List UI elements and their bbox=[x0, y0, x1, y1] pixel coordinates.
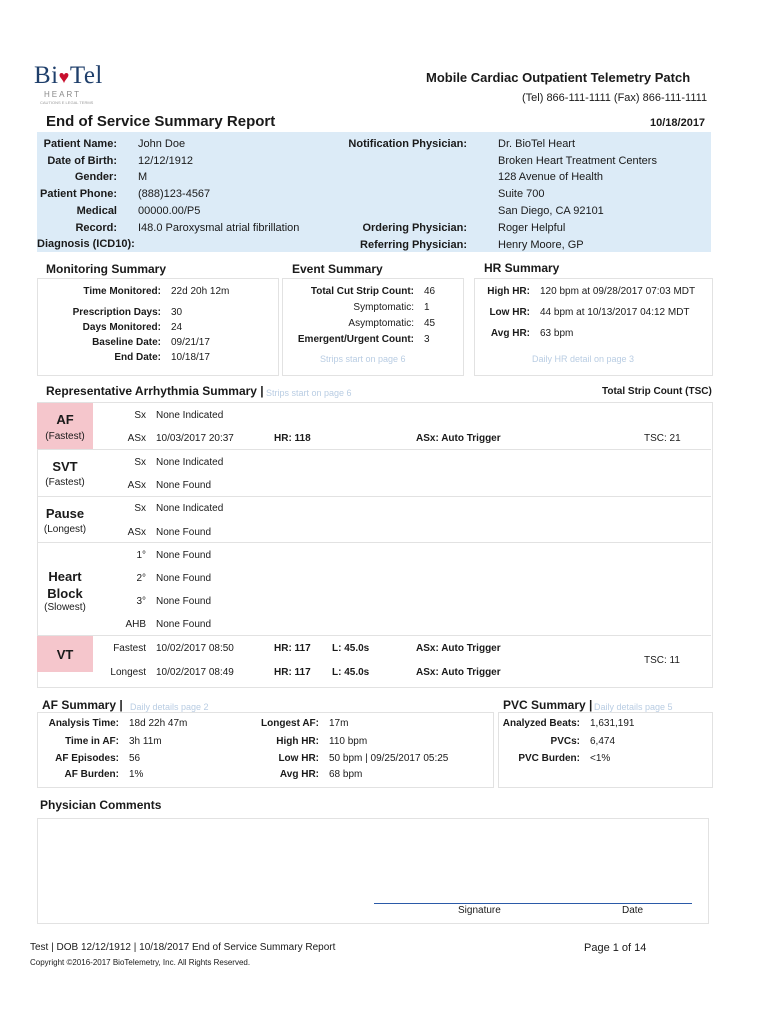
monitoring-title: Monitoring Summary bbox=[46, 262, 167, 276]
logo-wordmark: Bi♥Tel bbox=[34, 62, 103, 89]
notification-physician: Dr. BioTel Heart Broken Heart Treatment Centers 128 Avenue of Health Suite 700 San Diego, CA 92101 bbox=[498, 138, 657, 217]
footer-copyright: Copyright ©2016-2017 BioTelemetry, Inc. All Rights Reserved. bbox=[30, 958, 251, 967]
comments-box[interactable] bbox=[37, 818, 709, 924]
row-divider bbox=[37, 635, 711, 636]
footer-line: Test | DOB 12/12/1912 | 10/18/2017 End of Service Summary Report bbox=[30, 942, 336, 953]
event-title: Event Summary bbox=[292, 262, 383, 276]
arrhythmia-title: Representative Arrhythmia Summary | bbox=[46, 384, 264, 398]
patient-info bbox=[37, 136, 711, 252]
af-sub: (Fastest) bbox=[45, 431, 85, 442]
vt-name: VT bbox=[56, 647, 74, 662]
af-summary-title: AF Summary | bbox=[42, 698, 123, 712]
arrhythmia-note: Strips start on page 6 bbox=[266, 388, 352, 398]
header-title: Mobile Cardiac Outpatient Telemetry Patch bbox=[426, 70, 691, 85]
page-number: Page 1 of 14 bbox=[584, 942, 647, 954]
signature-label: Signature bbox=[458, 905, 501, 916]
date-label: Date bbox=[622, 905, 644, 916]
hb-name2: Block bbox=[47, 586, 83, 601]
ordering-values: Roger Helpful Henry Moore, GP bbox=[498, 222, 584, 251]
heart-icon: ♥ bbox=[58, 67, 70, 87]
header-contact: (Tel) 866-111-1111 (Fax) 866-111-1111 bbox=[522, 92, 708, 104]
event-strips-note: Strips start on page 6 bbox=[320, 354, 406, 364]
pause-name: Pause bbox=[45, 506, 85, 521]
hr-daily-note: Daily HR detail on page 3 bbox=[532, 354, 635, 364]
tsc-header: Total Strip Count (TSC) bbox=[602, 386, 712, 397]
svt-name: SVT bbox=[52, 459, 78, 474]
report-title: End of Service Summary Report bbox=[46, 113, 276, 130]
comments-title: Physician Comments bbox=[40, 798, 162, 812]
patient-values: John Doe 12/12/1912 M (888)123-4567 00000.00/P5 I48.0 Paroxysmal atrial fibrillation bbox=[138, 138, 300, 234]
logo-tagline: CAUTIONS E LEGAL TERMS bbox=[40, 100, 94, 105]
report-date: 10/18/2017 bbox=[650, 117, 706, 129]
physician-labels: Notification Physician: bbox=[348, 138, 467, 150]
ordering-labels: Ordering Physician: Referring Physician: bbox=[360, 222, 467, 251]
row-divider bbox=[37, 496, 711, 497]
hr-title: HR Summary bbox=[484, 261, 560, 275]
logo bbox=[34, 62, 144, 110]
row-divider bbox=[37, 449, 711, 450]
af-name: AF bbox=[56, 412, 74, 427]
patient-labels: Patient Name: Date of Birth: Gender: Patient Phone: Medical Record: Diagnosis (ICD10): bbox=[37, 138, 135, 251]
hb-name1: Heart bbox=[48, 569, 82, 584]
signature-line bbox=[374, 903, 692, 904]
row-divider bbox=[37, 542, 711, 543]
logo-sub: HEART bbox=[44, 90, 81, 99]
pvc-title: PVC Summary | bbox=[503, 698, 593, 712]
